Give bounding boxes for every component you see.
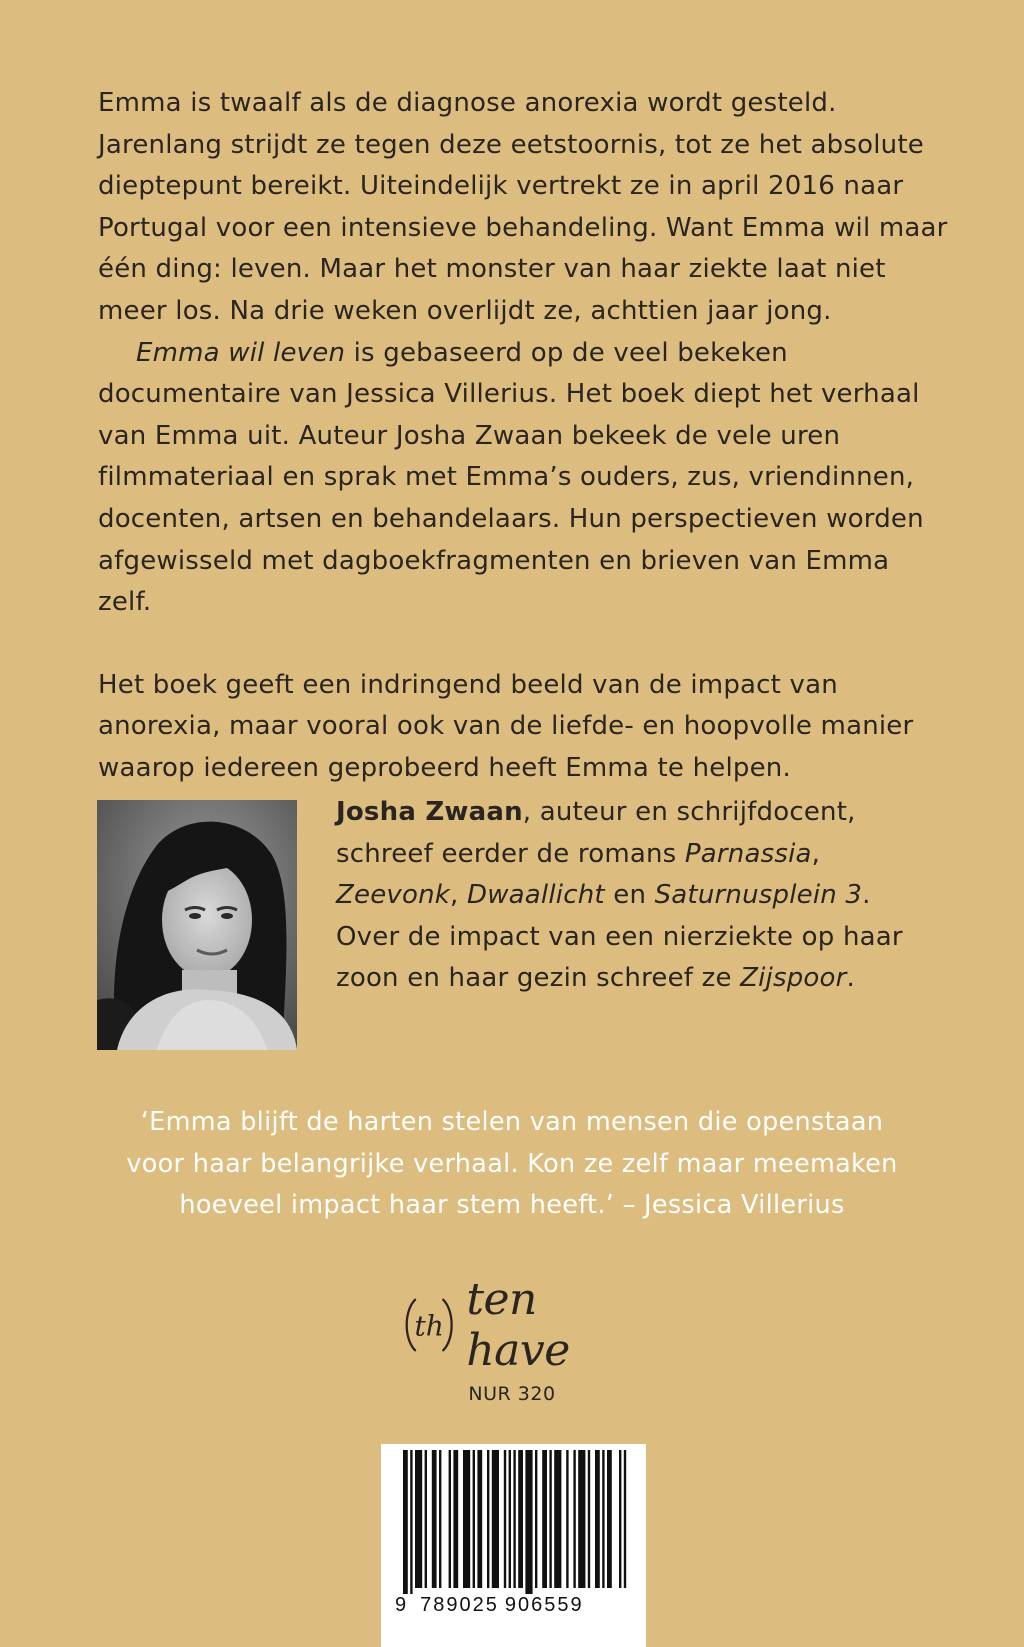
barcode-bar (403, 1450, 408, 1594)
bio-sep-2: , (450, 880, 467, 911)
barcode-bar (525, 1450, 532, 1594)
barcode-bar (463, 1450, 470, 1588)
barcode-bar (624, 1450, 626, 1588)
barcode-bar (492, 1450, 499, 1588)
barcode-bar (473, 1450, 475, 1588)
isbn-group-1: 789025 (420, 1594, 499, 1616)
book-parnassia: Parnassia (684, 838, 812, 869)
book-title: Emma wil leven (136, 337, 346, 368)
bio-text-4: . (846, 963, 856, 994)
quote-line-3: hoeveel impact haar stem heeft.’ – Jessica Villerius (179, 1190, 845, 1221)
barcode-bar (453, 1450, 458, 1588)
barcode-bars (381, 1444, 646, 1594)
bio-text-1: , auteur en schrijfdocent, schreef eerder de romans (336, 797, 856, 869)
publisher-mark-text: th (414, 1309, 444, 1343)
barcode-bar (449, 1450, 451, 1588)
quote-line-2: voor haar belangrijke verhaal. Kon ze zelf maar meemaken (126, 1148, 898, 1179)
author-photo (97, 800, 297, 1050)
book-zijspoor: Zijspoor (740, 963, 847, 994)
barcode-bar (415, 1450, 422, 1588)
publisher-name: ten have (466, 1274, 570, 1376)
nur-code: NUR 320 (468, 1383, 556, 1405)
barcode-bar (509, 1450, 511, 1588)
bio-text-3: . Over de impact van een nierziekte op haar zoon en haar gezin schreef ze (336, 880, 903, 994)
barcode-bar (477, 1450, 482, 1588)
blurb-paragraph-2-text: is gebaseerd op de veel bekeken documentaire van Jessica Villerius. Het boek diept het verhaal van Emma uit. Auteur Josha Zwaan bekeek de vele uren filmmateriaal en sprak met Emma’s ouders, zus, vriendinnen, docenten, artsen en behandelaars. Hun perspectieven worden afgewisseld met dagboekfragmenten en brieven van Emma zelf. (98, 337, 924, 618)
barcode-bar (410, 1450, 412, 1594)
barcode-bar (573, 1450, 575, 1588)
blurb-paragraph-1: Emma is twaalf als de diagnose anorexia wordt gesteld. Jarenlang strijdt ze tegen deze eetstoornis, tot ze het absolute dieptepunt bereikt. Uiteindelijk vertrekt ze in april 2016 naar Portugal voor een intensieve behandeling. Want Emma wil maar één ding: leven. Maar het monster van haar ziekte laat niet meer los. Na drie weken overlijdt ze, achttien jaar jong. (98, 88, 948, 326)
barcode-bar (554, 1450, 561, 1588)
author-bio-text (336, 792, 936, 1000)
barcode-bar (487, 1450, 489, 1588)
barcode-bar (518, 1450, 523, 1588)
isbn-lead-digit: 9 (395, 1594, 409, 1616)
barcode-bar (504, 1450, 506, 1588)
barcode-bar (535, 1450, 537, 1588)
blurb-paragraph-3: Het boek geeft een indringend beeld van de impact van anorexia, maar vooral ook van de liefde- en hoopvolle manier waarop iedereen geprobeerd heeft Emma te helpen. (98, 669, 914, 783)
bio-text-2: en (604, 880, 655, 911)
barcode-bar (619, 1450, 621, 1588)
quote-line-1: ‘Emma blijft de harten stelen van mensen die openstaan (140, 1107, 884, 1137)
book-saturnusplein: Saturnusplein 3 (654, 880, 863, 911)
bio-sep-1: , (811, 838, 821, 869)
publisher-logo (402, 1274, 642, 1376)
back-cover-blurb (98, 83, 948, 790)
author-name: Josha Zwaan (336, 797, 523, 827)
barcode-bar (578, 1450, 585, 1588)
barcode-bar (439, 1450, 441, 1588)
barcode-bar (588, 1450, 590, 1588)
barcode-bar (607, 1450, 612, 1588)
review-quote (60, 1102, 964, 1227)
isbn-group-2: 906559 (504, 1594, 584, 1616)
barcode-bar (566, 1450, 568, 1588)
barcode-bar (425, 1450, 427, 1588)
barcode-bar (602, 1450, 604, 1588)
isbn-barcode (381, 1444, 646, 1647)
barcode-bar (513, 1450, 515, 1588)
author-bio (336, 792, 936, 1000)
barcode-bar (542, 1450, 547, 1588)
barcode-bar (432, 1450, 437, 1588)
barcode-bar (595, 1450, 600, 1588)
blurb-paragraph-2 (98, 333, 948, 624)
book-zeevonk: Zeevonk (336, 880, 451, 911)
publisher-mark-icon (402, 1292, 456, 1358)
isbn-number (395, 1594, 640, 1617)
barcode-bar (549, 1450, 551, 1588)
book-dwaallicht: Dwaallicht (466, 880, 605, 911)
